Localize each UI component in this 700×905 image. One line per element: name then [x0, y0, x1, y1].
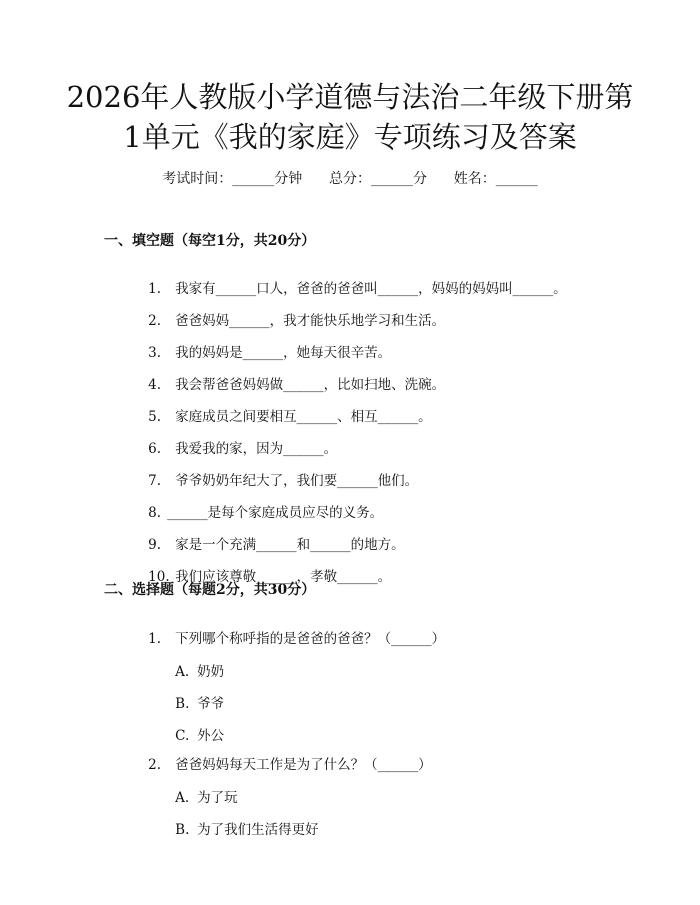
question-text: 我爱我的家，因为______。 [175, 441, 338, 457]
question-number: 5. [148, 409, 162, 425]
question-number: 3. [148, 345, 162, 361]
question-text: 爸爸妈妈______，我才能快乐地学习和生活。 [175, 313, 446, 329]
question-text: 家庭成员之间要相互______、相互______。 [175, 409, 432, 425]
question-text: 我们应该尊敬______，孝敬______。 [175, 569, 392, 585]
option-letter: A. [175, 664, 190, 680]
question-text: 下列哪个称呼指的是爸爸的爸爸？（______） [175, 631, 446, 647]
exam-info-line: 考试时间：______分钟 总分：______分 姓名：______ [162, 171, 538, 187]
question-number: 7. [148, 473, 162, 489]
question-number: 8. [148, 505, 162, 521]
question-text: 爸爸妈妈每天工作是为了什么？（______） [175, 757, 432, 773]
question-text: 家是一个充满______和______的地方。 [175, 537, 405, 553]
option-letter: A. [175, 790, 190, 806]
document-title-line-1: 2026年人教版小学道德与法治二年级下册第 [66, 80, 634, 114]
question-number: 1. [148, 631, 162, 647]
question-number: 9. [148, 537, 162, 553]
question-text: 我会帮爸爸妈妈做______，比如扫地、洗碗。 [175, 377, 446, 393]
option-text: 外公 [197, 728, 225, 744]
question-text: 我的妈妈是______，她每天很辛苦。 [175, 345, 392, 361]
question-number: 4. [148, 377, 162, 393]
option-text: 奶奶 [197, 664, 225, 680]
option-letter: B. [175, 822, 190, 838]
answer-option [158, 803, 319, 857]
question-number: 10. [148, 569, 170, 585]
option-letter: B. [175, 696, 190, 712]
option-text: 为了我们生活得更好 [197, 822, 319, 838]
question-number: 1. [148, 281, 162, 297]
question-text: 爷爷奶奶年纪大了，我们要______他们。 [175, 473, 419, 489]
option-text: 爷爷 [197, 696, 225, 712]
section-heading-fill-blank: 一、填空题（每空1分，共20分） [104, 233, 316, 249]
section-heading-multiple-choice: 二、选择题（每题2分，共30分） [104, 582, 316, 598]
option-text: 为了玩 [197, 790, 238, 806]
question-text: 我家有______口人，爸爸的爸爸叫______，妈妈的妈妈叫______。 [175, 281, 567, 297]
question-text: ______是每个家庭成员应尽的义务。 [167, 505, 384, 521]
option-letter: C. [175, 728, 190, 744]
document-title-line-2: 1单元《我的家庭》专项练习及答案 [123, 120, 577, 154]
question-number: 2. [148, 313, 162, 329]
question-number: 6. [148, 441, 162, 457]
question-number: 2. [148, 757, 162, 773]
